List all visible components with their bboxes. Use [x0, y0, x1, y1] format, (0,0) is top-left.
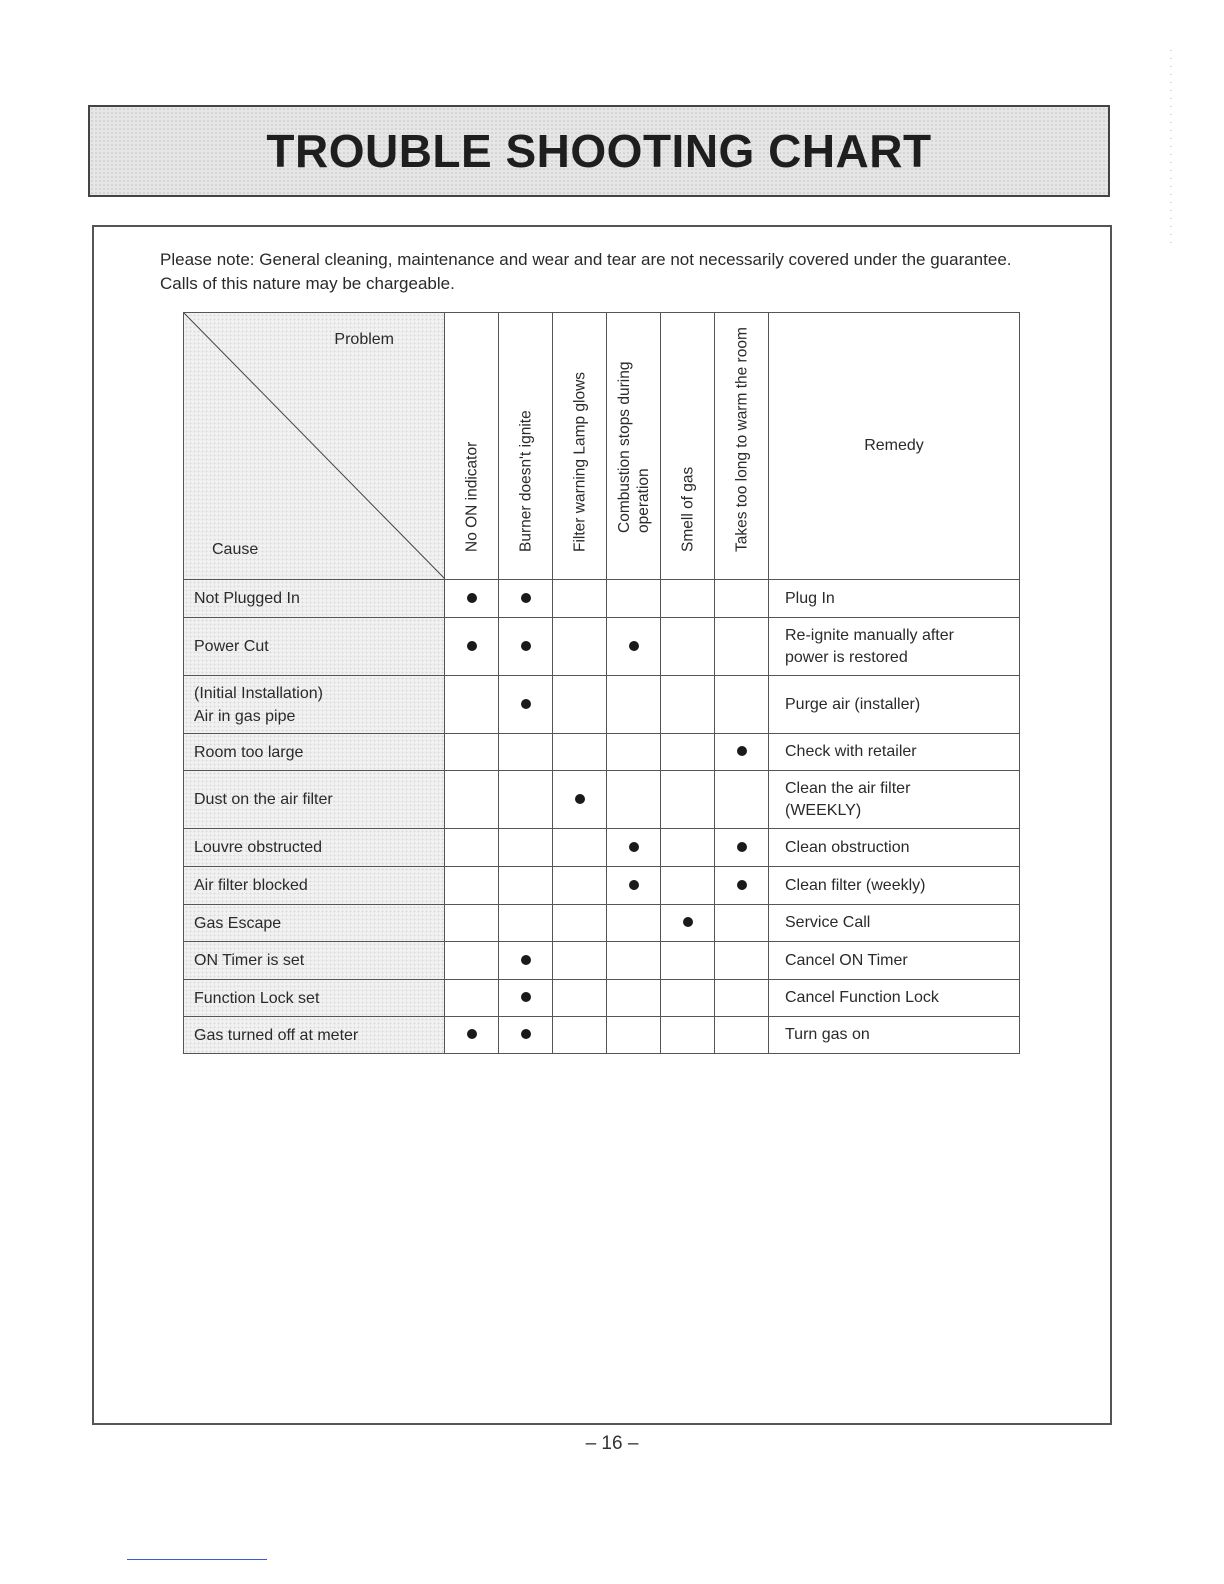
problem-header-text: Combustion stops during operation	[615, 361, 652, 533]
mark-cell	[553, 980, 607, 1017]
mark-cell	[607, 829, 661, 867]
mark-cell	[553, 867, 607, 905]
remedy-text: Clean obstruction	[785, 838, 910, 856]
cause-cell	[184, 942, 445, 980]
remedy-cell	[769, 829, 1020, 867]
problem-header	[715, 313, 769, 580]
mark-cell	[715, 734, 769, 771]
remedy-cell	[769, 676, 1020, 734]
remedy-cell	[769, 1017, 1020, 1054]
remedy-text: Re-ignite manually after power is restored	[785, 626, 954, 666]
cause-text: Gas turned off at meter	[194, 1026, 359, 1044]
cause-text: Louvre obstructed	[194, 839, 323, 856]
mark-cell	[553, 676, 607, 734]
mark-cell	[607, 771, 661, 829]
remedy-text: Cancel ON Timer	[785, 951, 908, 969]
cause-text: Air filter blocked	[194, 877, 308, 894]
mark-cell	[661, 676, 715, 734]
header-row	[184, 313, 1020, 580]
problem-header-text: Smell of gas	[679, 466, 696, 552]
mark-cell	[661, 734, 715, 771]
remedy-text: Cancel Function Lock	[785, 989, 939, 1006]
bullet-mark	[521, 992, 531, 1002]
table-row	[184, 676, 1020, 734]
mark-cell	[499, 867, 553, 905]
mark-cell	[607, 980, 661, 1017]
mark-cell	[499, 676, 553, 734]
mark-cell	[445, 942, 499, 980]
table-row	[184, 1017, 1020, 1054]
problem-header	[553, 313, 607, 580]
cause-text: Not Plugged In	[194, 590, 300, 607]
remedy-text: Check with retailer	[785, 743, 917, 760]
mark-cell	[553, 1017, 607, 1054]
remedy-text: Service Call	[785, 914, 871, 931]
mark-cell	[715, 829, 769, 867]
bullet-mark	[521, 593, 531, 603]
bullet-mark	[737, 746, 747, 756]
mark-cell	[445, 771, 499, 829]
mark-cell	[715, 905, 769, 942]
bullet-mark	[737, 880, 747, 890]
table-row	[184, 905, 1020, 942]
table-row	[184, 829, 1020, 867]
mark-cell	[499, 734, 553, 771]
mark-cell	[607, 676, 661, 734]
mark-cell	[499, 829, 553, 867]
mark-cell	[499, 618, 553, 676]
bullet-mark	[521, 955, 531, 965]
mark-cell	[715, 980, 769, 1017]
mark-cell	[607, 618, 661, 676]
mark-cell	[607, 1017, 661, 1054]
problem-header-text: Filter warning Lamp glows	[571, 371, 588, 552]
mark-cell	[715, 618, 769, 676]
problem-header	[607, 313, 661, 580]
table-row	[184, 580, 1020, 618]
mark-cell	[661, 580, 715, 618]
bullet-mark	[467, 1029, 477, 1039]
table-row	[184, 734, 1020, 771]
bullet-mark	[629, 641, 639, 651]
cause-cell	[184, 734, 445, 771]
table-body	[184, 580, 1020, 1054]
remedy-cell	[769, 734, 1020, 771]
mark-cell	[553, 942, 607, 980]
remedy-text: Plug In	[785, 589, 835, 607]
mark-cell	[445, 734, 499, 771]
remedy-cell	[769, 771, 1020, 829]
mark-cell	[445, 580, 499, 618]
mark-cell	[715, 1017, 769, 1054]
bullet-mark	[629, 842, 639, 852]
footer-rule	[127, 1559, 267, 1560]
problem-header	[445, 313, 499, 580]
mark-cell	[499, 1017, 553, 1054]
cause-cell	[184, 580, 445, 618]
mark-cell	[661, 618, 715, 676]
problem-label: Problem	[334, 331, 394, 348]
table-row	[184, 618, 1020, 676]
mark-cell	[445, 829, 499, 867]
table-row	[184, 771, 1020, 829]
bullet-mark	[467, 641, 477, 651]
cause-text: (Initial Installation) Air in gas pipe	[194, 684, 323, 725]
cause-cell	[184, 676, 445, 734]
problem-header	[499, 313, 553, 580]
table-row	[184, 942, 1020, 980]
mark-cell	[553, 734, 607, 771]
mark-cell	[607, 905, 661, 942]
mark-cell	[445, 867, 499, 905]
cause-text: Dust on the air filter	[194, 791, 333, 808]
cause-cell	[184, 829, 445, 867]
remedy-cell	[769, 905, 1020, 942]
cause-cell	[184, 618, 445, 676]
guarantee-note: Please note: General cleaning, maintenance and wear and tear are not necessarily covered under the guarantee. Calls of this nature may be chargeable.	[160, 250, 1012, 293]
problem-header-text: Takes too long to warm the room	[733, 327, 750, 552]
mark-cell	[661, 905, 715, 942]
cause-text: Power Cut	[194, 638, 269, 655]
cause-cell	[184, 1017, 445, 1054]
problem-header-text: Burner doesn't ignite	[517, 410, 534, 552]
cause-cell	[184, 771, 445, 829]
remedy-cell	[769, 580, 1020, 618]
remedy-cell	[769, 618, 1020, 676]
bullet-mark	[575, 794, 585, 804]
mark-cell	[715, 867, 769, 905]
remedy-text: Turn gas on	[785, 1026, 870, 1043]
page-number: – 16 –	[585, 1433, 639, 1454]
scan-edge-marks	[1170, 50, 1172, 250]
bullet-mark	[467, 593, 477, 603]
mark-cell	[607, 580, 661, 618]
problem-header-text: No ON indicator	[463, 441, 480, 552]
remedy-header: Remedy	[769, 313, 1020, 580]
mark-cell	[715, 942, 769, 980]
mark-cell	[661, 980, 715, 1017]
problem-cause-corner	[184, 313, 445, 580]
mark-cell	[499, 980, 553, 1017]
mark-cell	[661, 829, 715, 867]
cause-cell	[184, 980, 445, 1017]
table-row	[184, 980, 1020, 1017]
bullet-mark	[521, 699, 531, 709]
mark-cell	[553, 618, 607, 676]
cause-text: ON Timer is set	[194, 952, 305, 969]
mark-cell	[607, 942, 661, 980]
remedy-text: Clean filter (weekly)	[785, 876, 926, 894]
bullet-mark	[521, 1029, 531, 1039]
bullet-mark	[629, 880, 639, 890]
cause-cell	[184, 867, 445, 905]
mark-cell	[499, 580, 553, 618]
mark-cell	[661, 771, 715, 829]
bullet-mark	[683, 917, 693, 927]
mark-cell	[499, 771, 553, 829]
mark-cell	[715, 580, 769, 618]
bullet-mark	[737, 842, 747, 852]
mark-cell	[553, 905, 607, 942]
mark-cell	[661, 867, 715, 905]
remedy-cell	[769, 980, 1020, 1017]
mark-cell	[445, 980, 499, 1017]
mark-cell	[499, 942, 553, 980]
mark-cell	[553, 829, 607, 867]
mark-cell	[661, 1017, 715, 1054]
problem-header	[661, 313, 715, 580]
bullet-mark	[521, 641, 531, 651]
title-band	[88, 105, 1110, 197]
mark-cell	[445, 676, 499, 734]
table-row	[184, 867, 1020, 905]
mark-cell	[445, 618, 499, 676]
mark-cell	[607, 734, 661, 771]
mark-cell	[715, 771, 769, 829]
mark-cell	[553, 771, 607, 829]
cause-cell	[184, 905, 445, 942]
mark-cell	[607, 867, 661, 905]
mark-cell	[499, 905, 553, 942]
page-title: TROUBLE SHOOTING CHART	[266, 125, 932, 177]
remedy-cell	[769, 867, 1020, 905]
mark-cell	[445, 905, 499, 942]
cause-text: Room too large	[194, 743, 304, 761]
remedy-text: Purge air (installer)	[785, 695, 921, 713]
mark-cell	[715, 676, 769, 734]
mark-cell	[661, 942, 715, 980]
trouble-shooting-table	[183, 312, 1020, 1054]
mark-cell	[553, 580, 607, 618]
cause-text: Function Lock set	[194, 989, 320, 1007]
remedy-text: Clean the air filter (WEEKLY)	[785, 779, 911, 819]
mark-cell	[445, 1017, 499, 1054]
remedy-cell	[769, 942, 1020, 980]
cause-text: Gas Escape	[194, 914, 282, 932]
corner-diagonal	[184, 313, 445, 579]
cause-label: Cause	[212, 541, 259, 558]
